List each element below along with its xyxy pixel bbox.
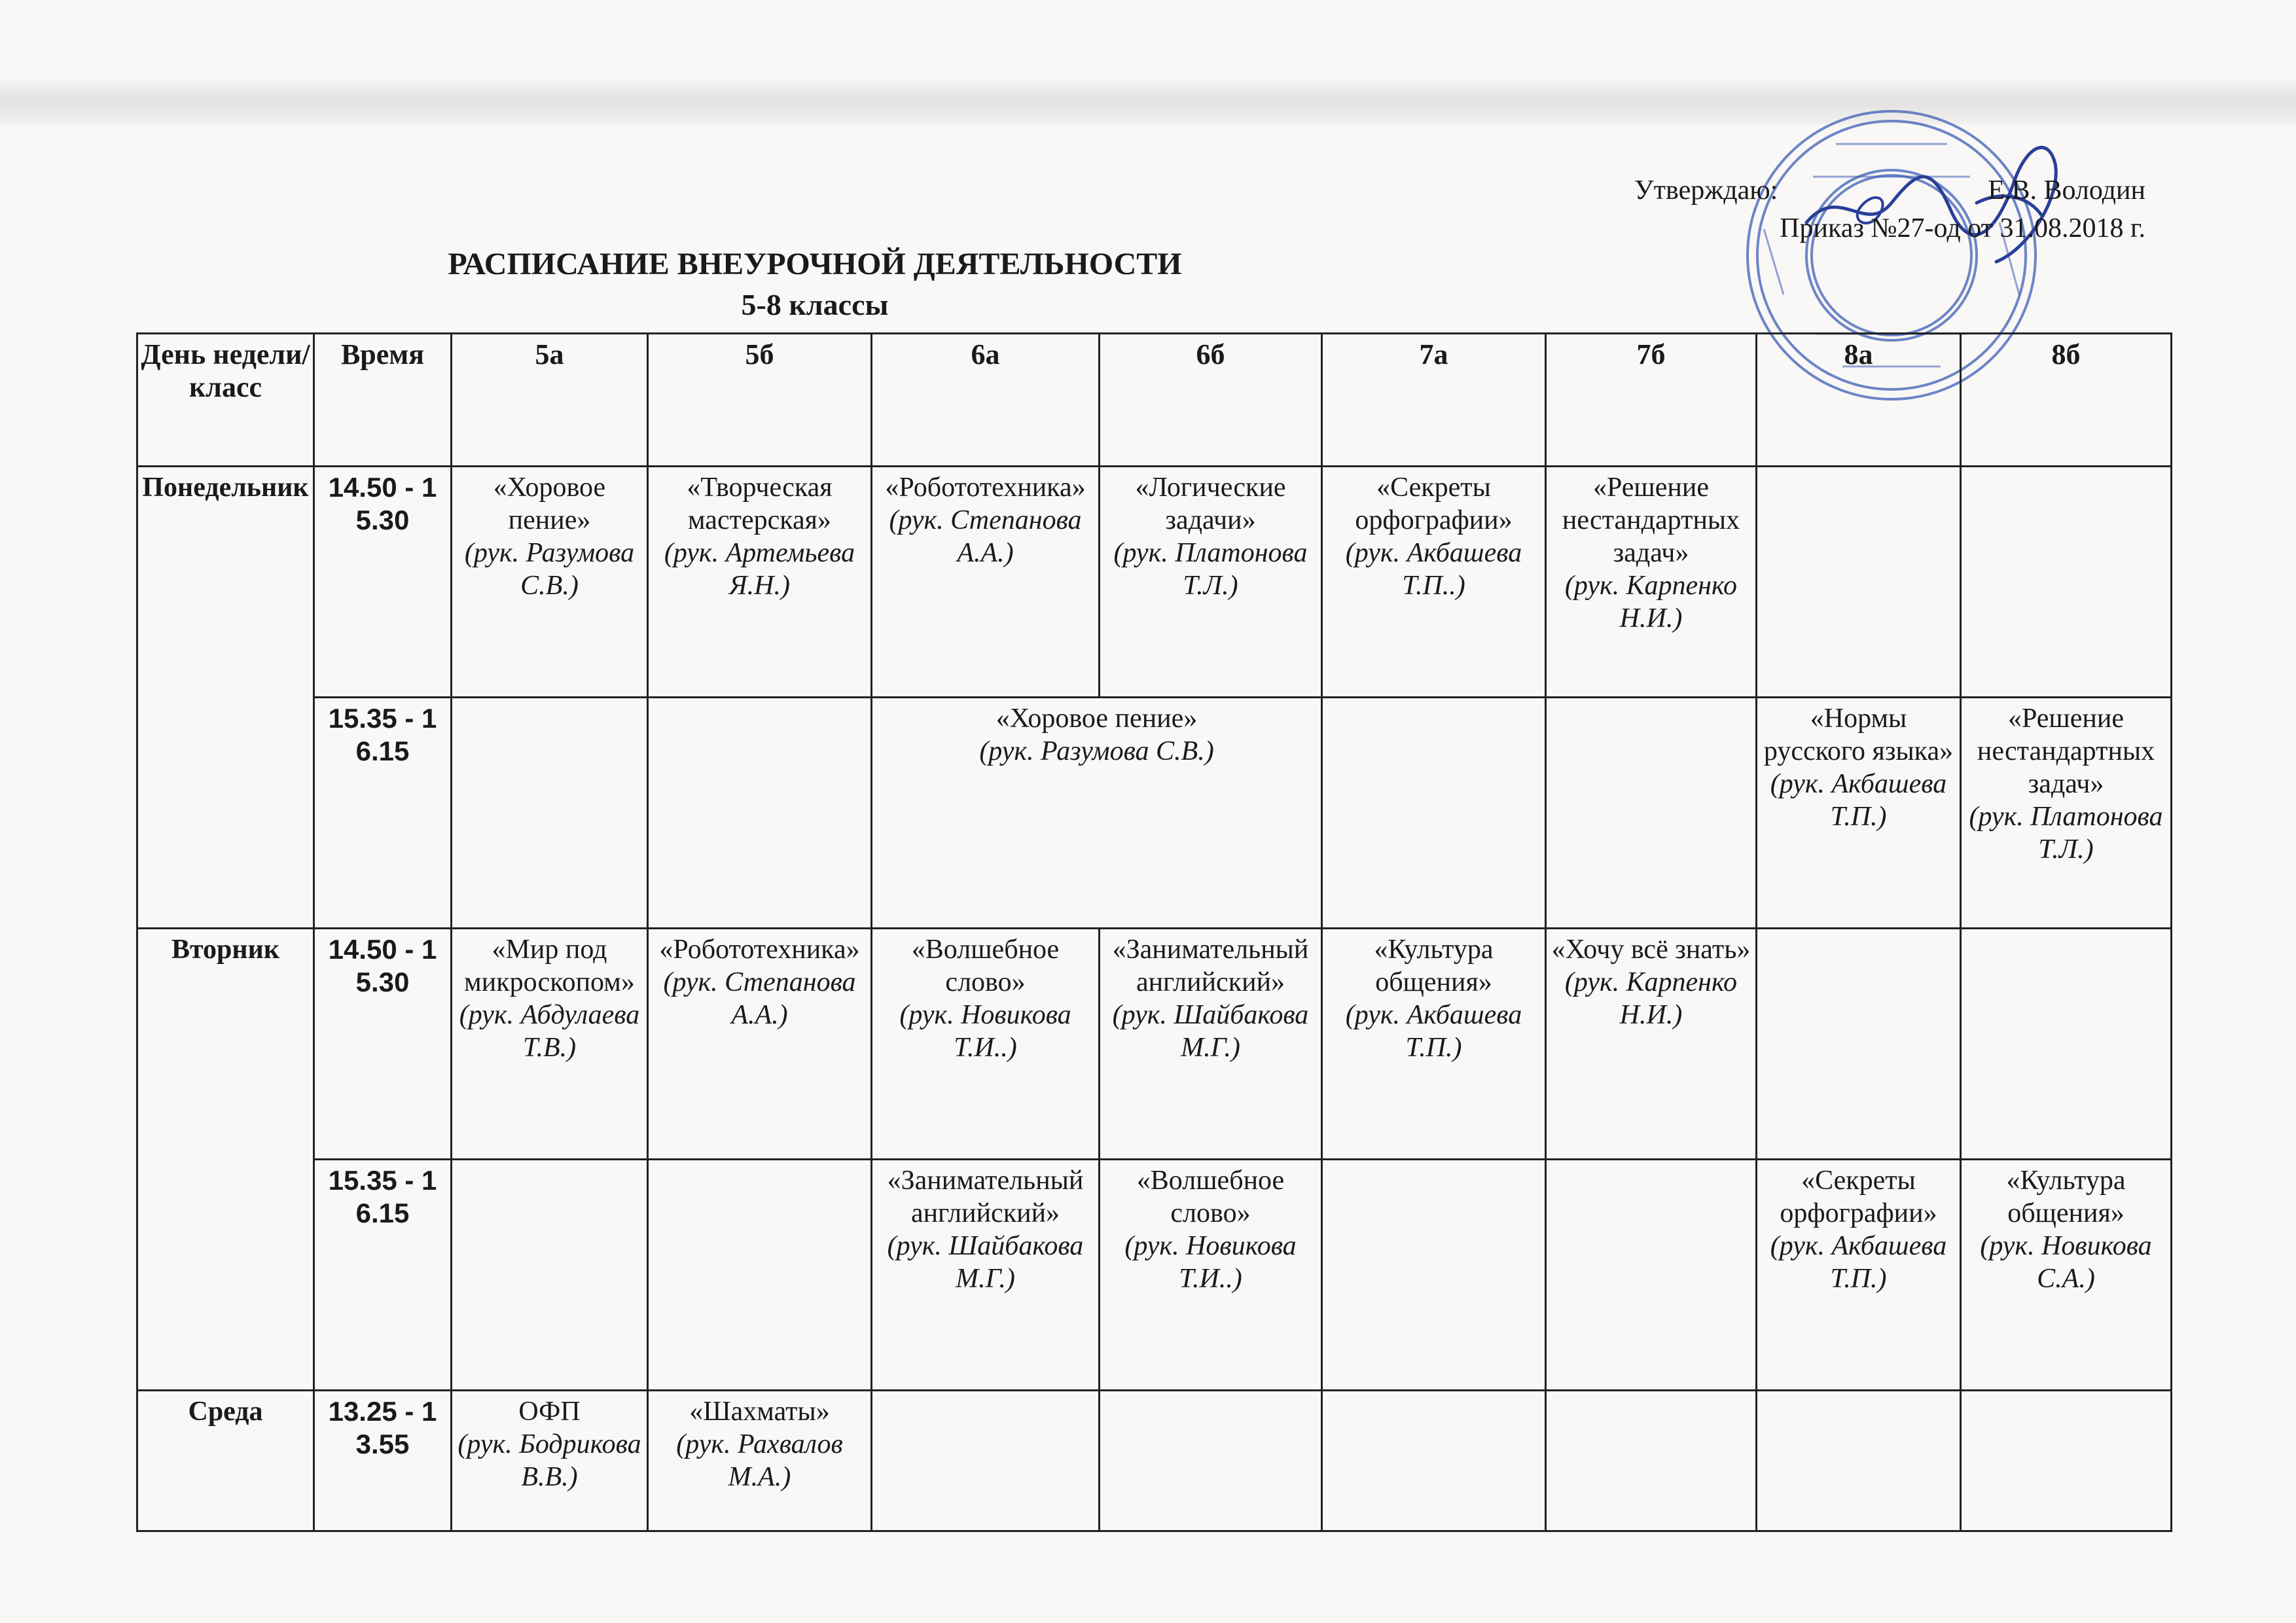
time-cell: 14.50 - 15.30 [314,929,452,1160]
approver-name: Е.В. Володин [1988,175,2145,205]
activity-leader: (рук. Акбашева Т.П.) [1345,1000,1522,1063]
activity-leader: (рук. Разумова С.В.) [979,736,1214,766]
empty-cell [1322,1160,1546,1391]
empty-cell [1961,1391,2172,1531]
activity-leader: (рук. Новикова Т.И..) [1124,1231,1297,1294]
activity-cell [1100,929,1322,1160]
activity-cell [1546,467,1757,698]
empty-cell [648,1160,872,1391]
activity-leader: (рук. Акбашева Т.П..) [1345,538,1522,601]
approval-block [1634,171,2145,247]
activity-leader: (рук. Акбашева Т.П.) [1770,769,1947,832]
time-cell: 14.50 - 15.30 [314,467,452,698]
activity-cell [1100,467,1322,698]
empty-cell [1546,698,1757,929]
header-7b: 7б [1546,334,1757,467]
empty-cell [1100,1391,1322,1531]
time-cell: 13.25 - 13.55 [314,1391,452,1531]
activity-name: «Решение нестандартных задач» [1977,704,2155,799]
activity-leader: (рук. Рахвалов М.А.) [676,1429,843,1492]
activity-leader: (рук. Разумова С.В.) [464,538,635,601]
activity-cell [1100,1160,1322,1391]
activity-leader: (рук. Степанова А.А.) [663,967,856,1030]
header-7a: 7а [1322,334,1546,467]
table-row [137,1391,2172,1531]
activity-name: «Культура общения» [1374,935,1494,997]
activity-leader: (рук. Артемьева Я.Н.) [664,538,855,601]
header-time: Время [314,334,452,467]
header-day: День недели/ класс [137,334,314,467]
table-row [137,1160,2172,1391]
empty-cell [1322,698,1546,929]
activity-name: «Хочу всё знать» [1551,935,1751,965]
activity-cell [1757,698,1961,929]
empty-cell [1961,929,2172,1160]
activity-name: «Хоровое пение» [493,473,606,535]
empty-cell [872,1391,1100,1531]
empty-cell [1546,1160,1757,1391]
empty-cell [1757,467,1961,698]
document-subtitle: 5-8 классы [741,288,889,321]
day-cell-monday: Понедельник [137,467,314,929]
activity-name: «Занимательный английский» [1112,935,1309,997]
activity-cell [1322,929,1546,1160]
schedule-table [136,332,2172,1532]
activity-cell [1322,467,1546,698]
activity-cell [1961,698,2172,929]
activity-name: «Волшебное слово» [911,935,1060,997]
header-5a: 5а [452,334,648,467]
activity-leader: (рук. Новикова Т.И..) [899,1000,1071,1063]
header-6a: 6а [872,334,1100,467]
activity-leader: (рук. Степанова А.А.) [889,505,1082,568]
activity-cell [1961,1160,2172,1391]
activity-name: «Секреты орфографии» [1355,473,1513,535]
activity-name: «Робототехника» [659,935,860,965]
activity-leader: (рук. Карпенко Н.И.) [1564,571,1738,633]
empty-cell [1322,1391,1546,1531]
activity-leader: (рук. Новикова С.А.) [1980,1231,2152,1294]
header-8a: 8а [1757,334,1961,467]
table-row [137,698,2172,929]
activity-leader: (рук. Бодрикова В.В.) [457,1429,641,1492]
activity-leader: (рук. Шайбакова М.Г.) [1112,1000,1309,1063]
activity-cell [452,1391,648,1531]
activity-leader: (рук. Шайбакова М.Г.) [887,1231,1084,1294]
activity-name: «Секреты орфографии» [1780,1166,1937,1228]
activity-name: «Мир под микроскопом» [464,935,635,997]
empty-cell [1757,929,1961,1160]
table-row [137,929,2172,1160]
activity-name: «Решение нестандартных задач» [1562,473,1740,568]
header-8b: 8б [1961,334,2172,467]
empty-cell [1757,1391,1961,1531]
activity-cell [872,698,1322,929]
header-5b: 5б [648,334,872,467]
activity-leader: (рук. Карпенко Н.И.) [1564,967,1738,1030]
day-cell-tuesday: Вторник [137,929,314,1391]
activity-leader: (рук. Платонова Т.Л.) [1969,802,2163,865]
empty-cell [452,698,648,929]
activity-name: «Нормы русского языка» [1763,704,1954,766]
activity-name: «Волшебное слово» [1136,1166,1285,1228]
activity-cell [452,929,648,1160]
activity-name: «Шахматы» [689,1397,830,1427]
activity-name: «Культура общения» [2006,1166,2126,1228]
activity-cell [872,467,1100,698]
approval-label: Утверждаю: [1634,175,1778,205]
empty-cell [1546,1391,1757,1531]
activity-name: «Хоровое пение» [996,704,1198,734]
approval-order: Приказ №27-од от 31.08.2018 г. [1780,213,2145,243]
document-title: РАСПИСАНИЕ ВНЕУРОЧНОЙ ДЕЯТЕЛЬНОСТИ [448,247,1182,281]
empty-cell [452,1160,648,1391]
activity-cell [1757,1160,1961,1391]
day-cell-wednesday: Среда [137,1391,314,1531]
activity-cell [648,929,872,1160]
activity-name: «Робототехника» [885,473,1086,503]
empty-cell [648,698,872,929]
activity-cell [648,1391,872,1531]
activity-name: ОФП [518,1397,581,1427]
table-row [137,467,2172,698]
activity-name: «Творческая мастерская» [687,473,833,535]
activity-name: «Логические задачи» [1135,473,1286,535]
header-row [137,334,2172,467]
activity-leader: (рук. Платонова Т.Л.) [1113,538,1308,601]
activity-leader: (рук. Абдулаева Т.В.) [459,1000,640,1063]
activity-leader: (рук. Акбашева Т.П.) [1770,1231,1947,1294]
activity-cell [872,1160,1100,1391]
empty-cell [1961,467,2172,698]
activity-cell [452,467,648,698]
activity-cell [648,467,872,698]
activity-cell [1546,929,1757,1160]
time-cell: 15.35 - 16.15 [314,1160,452,1391]
time-cell: 15.35 - 16.15 [314,698,452,929]
activity-name: «Занимательный английский» [887,1166,1084,1228]
activity-cell [872,929,1100,1160]
header-6b: 6б [1100,334,1322,467]
